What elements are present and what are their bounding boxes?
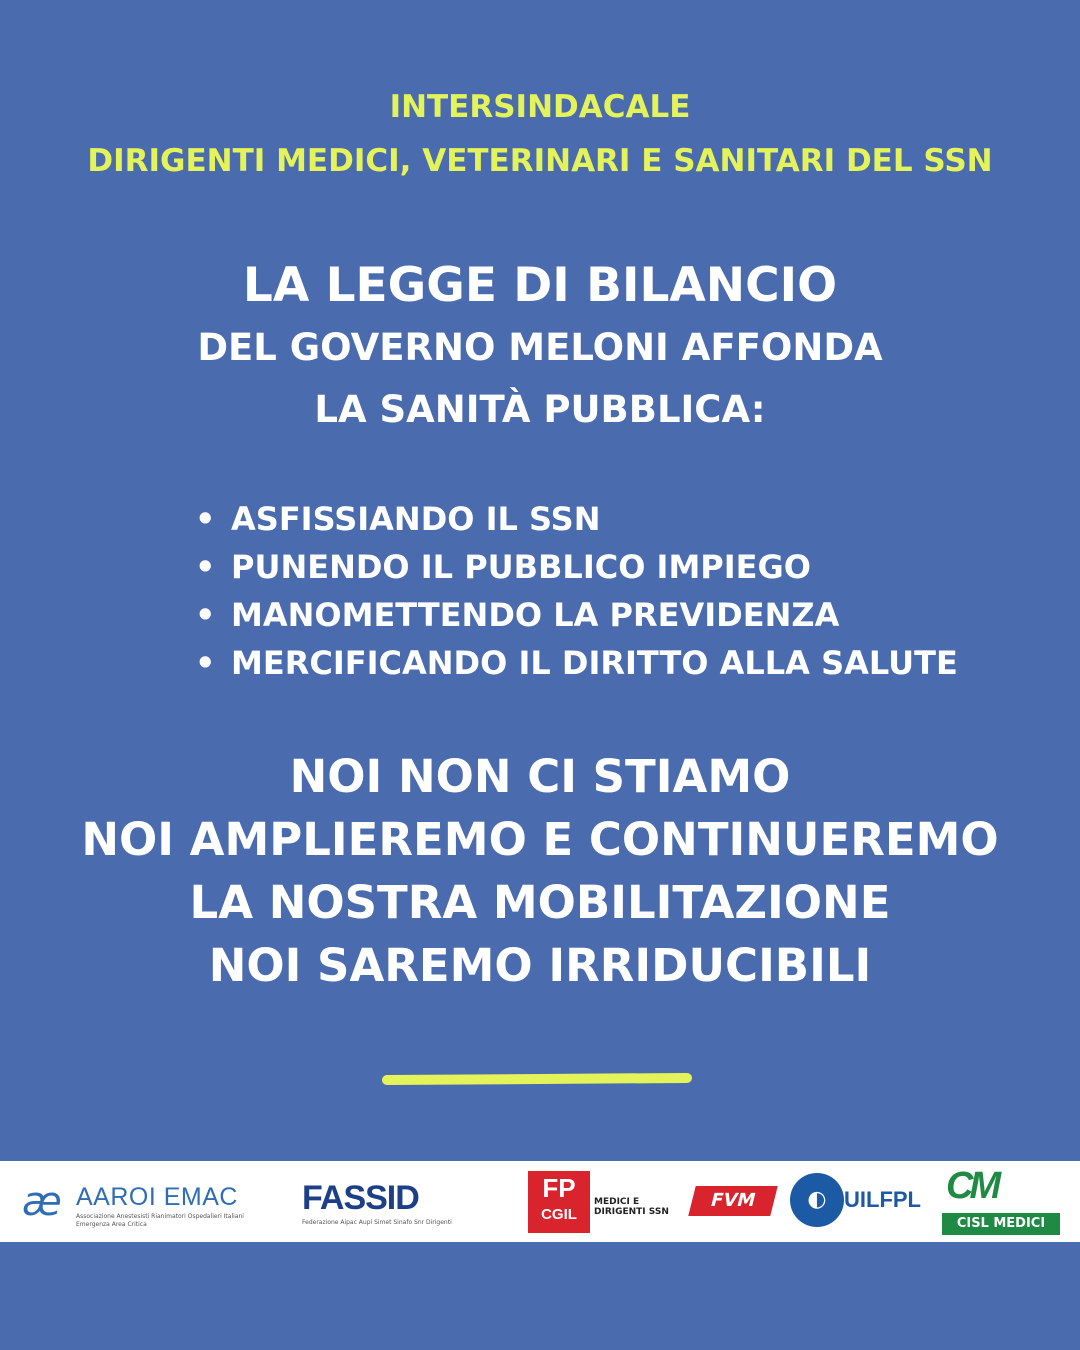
uil-fpl-name: UILFPL bbox=[844, 1187, 921, 1212]
aaroi-mark-icon: æ bbox=[22, 1179, 62, 1225]
fvm-logo bbox=[692, 1161, 776, 1242]
closing-line: NOI NON CI STIAMO bbox=[289, 750, 791, 803]
list-item: • MANOMETTENDO LA PREVIDENZA bbox=[195, 591, 958, 639]
fassid-tagline: Federazione Aipac Aupi Simet Sinafo Snr Dirigenti bbox=[302, 1219, 452, 1226]
fp-cgil-top: FP bbox=[542, 1173, 576, 1203]
list-item: • PUNENDO IL PUBBLICO IMPIEGO bbox=[195, 543, 958, 591]
fp-cgil-box bbox=[528, 1171, 590, 1233]
closing-statement bbox=[0, 745, 1080, 997]
uil-fpl-logo bbox=[790, 1161, 921, 1242]
fp-cgil-logo bbox=[528, 1161, 668, 1242]
header-line-2: DIRIGENTI MEDICI, VETERINARI E SANITARI DEL SSN bbox=[87, 143, 993, 179]
headline-sub-1: DEL GOVERNO MELONI AFFONDA bbox=[197, 326, 883, 369]
fvm-name: FVM bbox=[688, 1186, 777, 1216]
closing-line: NOI AMPLIEREMO E CONTINUEREMO bbox=[81, 813, 999, 866]
aaroi-name: AAROI EMAC bbox=[76, 1183, 238, 1211]
header-line-1: INTERSINDACALE bbox=[389, 89, 691, 125]
bullet-list bbox=[195, 495, 958, 687]
cisl-mark-icon: CM bbox=[946, 1165, 998, 1207]
aaroi-tagline: Associazione Anestesisti Rianimatori Ospedalieri Italiani Emergenza Area Critica bbox=[76, 1213, 244, 1228]
fassid-name: FASSID bbox=[302, 1179, 419, 1217]
cisl-medici-logo bbox=[942, 1161, 1060, 1242]
cisl-medici-name: CISL MEDICI bbox=[942, 1213, 1060, 1235]
headline bbox=[0, 255, 1080, 441]
uil-globe-icon: ◐ bbox=[790, 1173, 844, 1227]
list-item: • ASFISSIANDO IL SSN bbox=[195, 495, 958, 543]
fassid-logo bbox=[302, 1161, 482, 1242]
closing-line: LA NOSTRA MOBILITAZIONE bbox=[189, 876, 891, 929]
list-item: • MERCIFICANDO IL DIRITTO ALLA SALUTE bbox=[195, 639, 958, 687]
fp-cgil-bottom: CGIL bbox=[541, 1206, 577, 1223]
yellow-divider-stroke bbox=[382, 1073, 692, 1085]
headline-sub-2: LA SANITÀ PUBBLICA: bbox=[314, 388, 766, 431]
aaroi-emac-logo bbox=[22, 1161, 272, 1242]
header bbox=[0, 80, 1080, 188]
fp-cgil-tagline: MEDICI E DIRIGENTI SSN bbox=[594, 1197, 669, 1217]
logo-strip bbox=[0, 1161, 1080, 1242]
headline-main: LA LEGGE DI BILANCIO bbox=[242, 258, 838, 313]
closing-line: NOI SAREMO IRRIDUCIBILI bbox=[208, 939, 872, 992]
